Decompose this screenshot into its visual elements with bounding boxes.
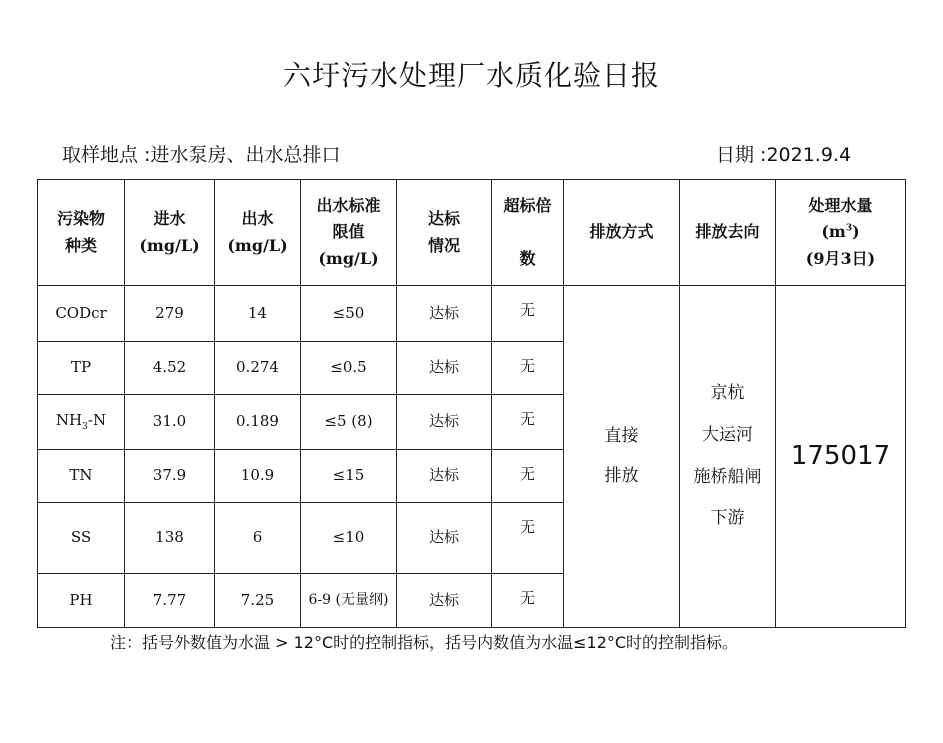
header-volume: 处理水量 $(m^3)$ (9月3日)	[776, 180, 906, 286]
limit-value: 6-9 (无量纲)	[301, 574, 397, 628]
inflow-value: 4.52	[125, 342, 215, 395]
limit-value: ≤10	[301, 503, 397, 574]
pollutant-name: CODcr	[38, 286, 125, 342]
status-value: 达标	[397, 342, 492, 395]
header-limit: 出水标准 限值 (mg/L)	[301, 180, 397, 286]
status-value: 达标	[397, 395, 492, 450]
pollutant-name: TP	[38, 342, 125, 395]
inflow-value: 7.77	[125, 574, 215, 628]
page-title: 六圩污水处理厂水质化验日报	[282, 59, 660, 92]
discharge-method-cell: 直接 排放	[564, 286, 680, 628]
sampling-location: 取样地点 :进水泵房、出水总排口	[62, 144, 341, 166]
header-status: 达标 情况	[397, 180, 492, 286]
pollutant-name: TN	[38, 450, 125, 503]
header-inflow: 进水 (mg/L)	[125, 180, 215, 286]
pollutant-name: SS	[38, 503, 125, 574]
volume-value: 175017	[776, 286, 906, 628]
header-discharge-method: 排放方式	[564, 180, 680, 286]
outflow-value: 6	[215, 503, 301, 574]
table-row	[38, 286, 906, 342]
header-discharge-destination: 排放去向	[680, 180, 776, 286]
exceed-value: 无	[492, 574, 564, 628]
pollutant-name: $NH_3-N$	[38, 395, 125, 450]
inflow-value: 279	[125, 286, 215, 342]
header-outflow: 出水 (mg/L)	[215, 180, 301, 286]
limit-value: ≤15	[301, 450, 397, 503]
report-date: 日期 :2021.9.4	[716, 144, 852, 166]
exceed-value: 无	[492, 395, 564, 450]
limit-value: ≤5 (8)	[301, 395, 397, 450]
exceed-value: 无	[492, 342, 564, 395]
outflow-value: 0.189	[215, 395, 301, 450]
outflow-value: 7.25	[215, 574, 301, 628]
discharge-destination-cell: 京杭 大运河 施桥船闸 下游	[680, 286, 776, 628]
inflow-value: 138	[125, 503, 215, 574]
limit-value: ≤50	[301, 286, 397, 342]
status-value: 达标	[397, 503, 492, 574]
status-value: 达标	[397, 574, 492, 628]
outflow-value: 14	[215, 286, 301, 342]
inflow-value: 31.0	[125, 395, 215, 450]
header-row	[38, 180, 906, 286]
exceed-value: 无	[492, 503, 564, 574]
water-quality-table	[37, 179, 906, 628]
header-pollutant: 污染物 种类	[38, 180, 125, 286]
exceed-value: 无	[492, 450, 564, 503]
limit-value: ≤0.5	[301, 342, 397, 395]
pollutant-name: PH	[38, 574, 125, 628]
header-exceed: 超标倍 数	[492, 180, 564, 286]
status-value: 达标	[397, 450, 492, 503]
outflow-value: 0.274	[215, 342, 301, 395]
status-value: 达标	[397, 286, 492, 342]
inflow-value: 37.9	[125, 450, 215, 503]
footnote: 注：括号外数值为水温 > 12°C时的控制指标，括号内数值为水温≤12°C时的控制指标。	[110, 633, 739, 652]
outflow-value: 10.9	[215, 450, 301, 503]
exceed-value: 无	[492, 286, 564, 342]
